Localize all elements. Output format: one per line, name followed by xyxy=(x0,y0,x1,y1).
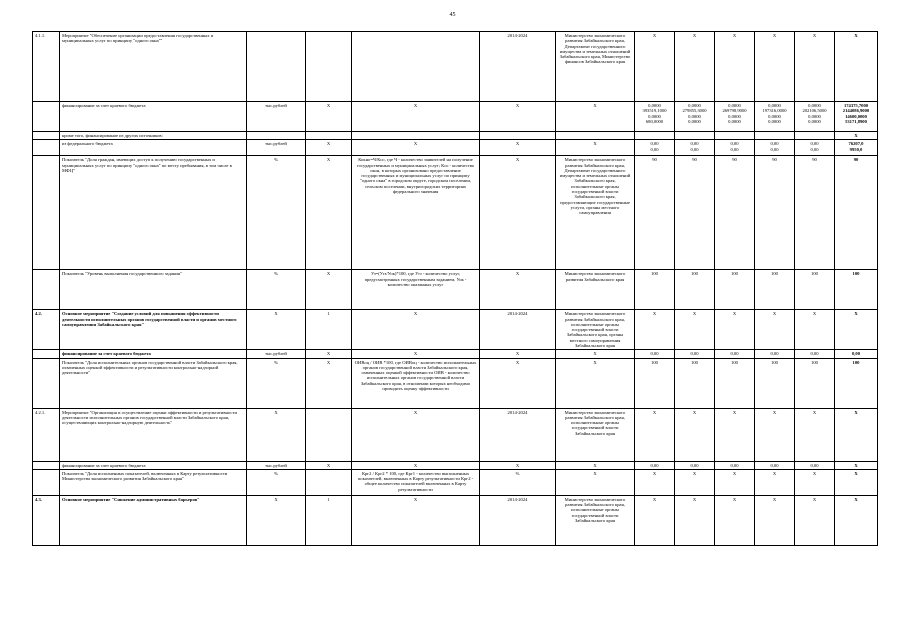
row-unit: тыс.рублей xyxy=(247,350,306,358)
row-responsible: Министерство экономического развития Забайкальского края, Департамент государственного имущества и земельных отношений Забайкальского края, исполнительные органы государственной власти Забайкальского края, предоставляющие государственные услуги, органы местного самоуправления xyxy=(556,156,635,270)
table-row xyxy=(33,102,878,132)
row-value-1: X xyxy=(635,469,675,495)
row-formula: Кокно=Ч/Кco, где Ч - количество заявителей на получение государственных и муниципальных услуг; Ксо - количество окон, в которых организовано предоставление государственных и муниципальных услуг по принципу "одного окна" в городском округе, городском поселении, сельском поселении, внутригородских территориях федерального значения xyxy=(352,156,480,270)
row-weight: 1 xyxy=(306,310,352,350)
row-value-2: 90 xyxy=(675,156,715,270)
row-value-6: 100 xyxy=(835,358,878,408)
row-period: 2014-2024 xyxy=(480,495,556,545)
row-value-5: 90 xyxy=(795,156,835,270)
row-value-3: X xyxy=(715,469,755,495)
row-period: X xyxy=(480,102,556,132)
row-name: финансирование за счет краевого бюджета xyxy=(60,102,247,132)
row-number xyxy=(33,156,60,270)
row-formula: X xyxy=(352,408,480,461)
row-value-4: X xyxy=(755,310,795,350)
row-period: X xyxy=(480,350,556,358)
row-value-4: 0,00 xyxy=(755,461,795,469)
row-weight: X xyxy=(306,461,352,469)
row-value-4: 100 xyxy=(755,358,795,408)
row-period: 2014-2024 xyxy=(480,32,556,102)
table-row xyxy=(33,461,878,469)
row-period: X xyxy=(480,358,556,408)
row-value-5: X xyxy=(795,310,835,350)
row-responsible: X xyxy=(556,350,635,358)
row-value-6: 100 xyxy=(835,270,878,310)
row-number xyxy=(33,350,60,358)
row-responsible: X xyxy=(556,358,635,408)
row-value-3: 0,00 xyxy=(715,350,755,358)
row-unit xyxy=(247,32,306,102)
row-unit: тыс.рублей xyxy=(247,461,306,469)
row-unit: X xyxy=(247,495,306,545)
row-value-1: X xyxy=(635,408,675,461)
row-value-6: X xyxy=(835,408,878,461)
row-value-6: 90 xyxy=(835,156,878,270)
row-unit: % xyxy=(247,358,306,408)
row-number xyxy=(33,469,60,495)
row-value-1: 0,0000 393519,1000 0,0000 680,0000 xyxy=(635,102,675,132)
row-responsible: Министерство экономического развития Забайкальского края, исполнительные органы государственной власти Забайкальского края, органы местного самоуправления Забайкальского края xyxy=(556,310,635,350)
row-unit: X xyxy=(247,408,306,461)
row-responsible: X xyxy=(556,469,635,495)
row-value-1: 0,00 xyxy=(635,350,675,358)
row-value-4: 100 xyxy=(755,270,795,310)
row-value-4: X xyxy=(755,32,795,102)
row-formula: X xyxy=(352,310,480,350)
row-responsible: X xyxy=(556,461,635,469)
row-weight: X xyxy=(306,358,352,408)
row-weight: X xyxy=(306,350,352,358)
row-responsible: Министерство экономического развития Забайкальского края, Департамент государственного имущества и земельных отношений Забайкальского края, Министерство финансов Забайкальского края xyxy=(556,32,635,102)
row-value-1: X xyxy=(635,310,675,350)
row-value-6: 0,00 xyxy=(835,350,878,358)
row-value-3: 0,00 0,00 xyxy=(715,140,755,156)
row-name: Показатель "Доля исполненных показателей, включенных в Карту результативности Министерства экономического развития Забайкальского края" xyxy=(60,469,247,495)
row-formula: X xyxy=(352,140,480,156)
row-formula: X xyxy=(352,461,480,469)
row-period xyxy=(480,132,556,140)
row-value-3: X xyxy=(715,310,755,350)
row-weight xyxy=(306,132,352,140)
row-number: 4.2.1. xyxy=(33,408,60,461)
row-value-3: X xyxy=(715,408,755,461)
row-value-3: 100 xyxy=(715,358,755,408)
row-number xyxy=(33,102,60,132)
row-value-4: 0,0000 197316,0000 0,0000 0,0000 xyxy=(755,102,795,132)
row-value-5: X xyxy=(795,32,835,102)
row-weight: X xyxy=(306,156,352,270)
row-unit: тыс.рублей xyxy=(247,102,306,132)
table-row xyxy=(33,495,878,545)
row-value-5: 100 xyxy=(795,270,835,310)
row-weight xyxy=(306,469,352,495)
row-period: X xyxy=(480,156,556,270)
row-value-1 xyxy=(635,132,675,140)
row-value-3 xyxy=(715,132,755,140)
row-name: кроме того, финансирование из других источников: xyxy=(60,132,247,140)
row-value-1: X xyxy=(635,495,675,545)
row-value-4: 90 xyxy=(755,156,795,270)
row-name: финансирование за счет краевого бюджета xyxy=(60,350,247,358)
row-value-6: 174375,7000 2144086,9000 14600,0000 53171,8900 xyxy=(835,102,878,132)
row-value-3: X xyxy=(715,32,755,102)
row-weight: X xyxy=(306,102,352,132)
row-name: Основное мероприятие "Снижение административных барьеров" xyxy=(60,495,247,545)
table-row xyxy=(33,469,878,495)
row-value-2: 0,00 xyxy=(675,350,715,358)
row-value-1: 0,00 0,00 xyxy=(635,140,675,156)
row-period: X xyxy=(480,140,556,156)
table-row xyxy=(33,358,878,408)
row-formula: X xyxy=(352,102,480,132)
row-value-1: 0,00 xyxy=(635,461,675,469)
row-formula: ОИВоц / ОИВ *100, где ОИВоц - количество исполнительных органов государственной власти Забайкальского края, охваченных оценкой эффективности ОИВ - количество исполнительных органов государственной власти Забайкальского края, в отношении которых необходимо проводить оценку эффективности xyxy=(352,358,480,408)
row-value-2: X xyxy=(675,408,715,461)
row-value-2: 0,0000 279855,3000 0,0000 0,0000 xyxy=(675,102,715,132)
row-value-2: X xyxy=(675,495,715,545)
row-weight: X xyxy=(306,270,352,310)
table-row xyxy=(33,408,878,461)
row-value-2: X xyxy=(675,32,715,102)
row-unit: % xyxy=(247,270,306,310)
row-value-1: 100 xyxy=(635,358,675,408)
row-responsible: Министерство экономического развития Забайкальского края, исполнительные органы государственной власти Забайкальского края xyxy=(556,408,635,461)
row-period: % xyxy=(480,469,556,495)
row-number xyxy=(33,140,60,156)
row-value-6: X xyxy=(835,461,878,469)
table-row xyxy=(33,310,878,350)
row-unit: % xyxy=(247,156,306,270)
row-value-2: 100 xyxy=(675,270,715,310)
row-value-6: X xyxy=(835,32,878,102)
row-unit: % xyxy=(247,469,306,495)
row-value-3: X xyxy=(715,495,755,545)
row-formula xyxy=(352,132,480,140)
row-value-3: 100 xyxy=(715,270,755,310)
row-value-2: 0,00 0,00 xyxy=(675,140,715,156)
row-value-5 xyxy=(795,132,835,140)
row-formula xyxy=(352,32,480,102)
row-value-6: X xyxy=(835,310,878,350)
row-number xyxy=(33,270,60,310)
row-number xyxy=(33,358,60,408)
row-weight: 1 xyxy=(306,495,352,545)
row-value-2: X xyxy=(675,469,715,495)
row-formula: Крг2 / Крг2 * 100, где Крг1 - количество выполненных показателей, включенных в Карту результативности Крг2 - общее количество показателей включенных в Карту результативности xyxy=(352,469,480,495)
row-value-2: 100 xyxy=(675,358,715,408)
row-value-1: 90 xyxy=(635,156,675,270)
row-number xyxy=(33,132,60,140)
row-value-4 xyxy=(755,132,795,140)
row-name: из федерального бюджета xyxy=(60,140,247,156)
row-value-5: 100 xyxy=(795,358,835,408)
row-value-5: 0,00 xyxy=(795,461,835,469)
row-number: 4.1.1. xyxy=(33,32,60,102)
table-row xyxy=(33,350,878,358)
row-unit xyxy=(247,132,306,140)
row-name: финансирование за счет краевого бюджета xyxy=(60,461,247,469)
row-value-4: X xyxy=(755,495,795,545)
row-weight: X xyxy=(306,140,352,156)
row-name: Основное мероприятие "Создание условий для повышения эффективности деятельности исполнительных органов государственной власти и органов местного самоуправления Забайкальского края" xyxy=(60,310,247,350)
row-value-4: 0,00 xyxy=(755,350,795,358)
row-value-6: X xyxy=(835,495,878,545)
row-responsible: X xyxy=(556,140,635,156)
row-formula: X xyxy=(352,495,480,545)
row-responsible: X xyxy=(556,102,635,132)
row-period: 2014-2024 xyxy=(480,408,556,461)
row-value-5: 0,0000 202106,5000 0,0000 0,0000 xyxy=(795,102,835,132)
row-name: Мероприятие "Организация и осуществление оценки эффективности и результативности деятельности исполнительных органов государственной власти Забайкальского края, осуществляющих контрольно-надзорную деятельность" xyxy=(60,408,247,461)
table-row xyxy=(33,32,878,102)
row-value-6: X xyxy=(835,469,878,495)
row-responsible: Министерство экономического развития Забайкальского края, исполнительные органы государственной власти Забайкальского края xyxy=(556,495,635,545)
row-period: X xyxy=(480,461,556,469)
table-row xyxy=(33,156,878,270)
row-name: Показатель "Уровень выполнения государственного задания" xyxy=(60,270,247,310)
row-value-6: 76207,0 9950,0 xyxy=(835,140,878,156)
row-value-5: 0,00 0,00 xyxy=(795,140,835,156)
row-formula: Уз=(Уrз/Уок)*100, где Уrз - количество услуг, предусмотренных государственным заданием, Уок - количество оказанных услуг xyxy=(352,270,480,310)
row-name: Показатель "Доля исполнительных органов государственной власти Забайкальского края, охваченных оценкой эффективности и результативности контрольно-надзорной деятельности" xyxy=(60,358,247,408)
row-value-3: 0,00 xyxy=(715,461,755,469)
row-value-2 xyxy=(675,132,715,140)
row-value-4: 0,00 0,00 xyxy=(755,140,795,156)
row-value-1: 100 xyxy=(635,270,675,310)
row-value-5: X xyxy=(795,408,835,461)
row-value-5: X xyxy=(795,495,835,545)
program-table xyxy=(32,31,878,546)
row-responsible: Министерство экономического развития Забайкальского края xyxy=(556,270,635,310)
table-row xyxy=(33,132,878,140)
row-unit: X xyxy=(247,310,306,350)
row-weight xyxy=(306,408,352,461)
row-weight xyxy=(306,32,352,102)
row-unit: тыс.рублей xyxy=(247,140,306,156)
row-period: 2014-2024 xyxy=(480,310,556,350)
row-value-4: X xyxy=(755,469,795,495)
row-value-2: 0,00 xyxy=(675,461,715,469)
row-value-3: 0,0000 269798,9000 0,0000 0,0000 xyxy=(715,102,755,132)
page-number: 45 xyxy=(449,12,456,18)
row-number: 4.3. xyxy=(33,495,60,545)
row-number: 4.2. xyxy=(33,310,60,350)
table-row xyxy=(33,140,878,156)
row-responsible xyxy=(556,132,635,140)
row-name: Мероприятие "Обеспечение организации предоставления государственных и муниципальных услуг по принципу "одного окна"" xyxy=(60,32,247,102)
row-value-5: 0,00 xyxy=(795,350,835,358)
row-value-3: 90 xyxy=(715,156,755,270)
row-value-6: X xyxy=(835,132,878,140)
row-period: X xyxy=(480,270,556,310)
table-row xyxy=(33,270,878,310)
row-value-4: X xyxy=(755,408,795,461)
row-value-2: X xyxy=(675,310,715,350)
row-name: Показатель "Доля граждан, имеющих доступ к получению государственных и муниципальных услуг по принципу "одного окна" по месту пребывания, в том числе в МФЦ" xyxy=(60,156,247,270)
row-value-1: X xyxy=(635,32,675,102)
row-number xyxy=(33,461,60,469)
row-value-5: X xyxy=(795,469,835,495)
row-formula: X xyxy=(352,350,480,358)
